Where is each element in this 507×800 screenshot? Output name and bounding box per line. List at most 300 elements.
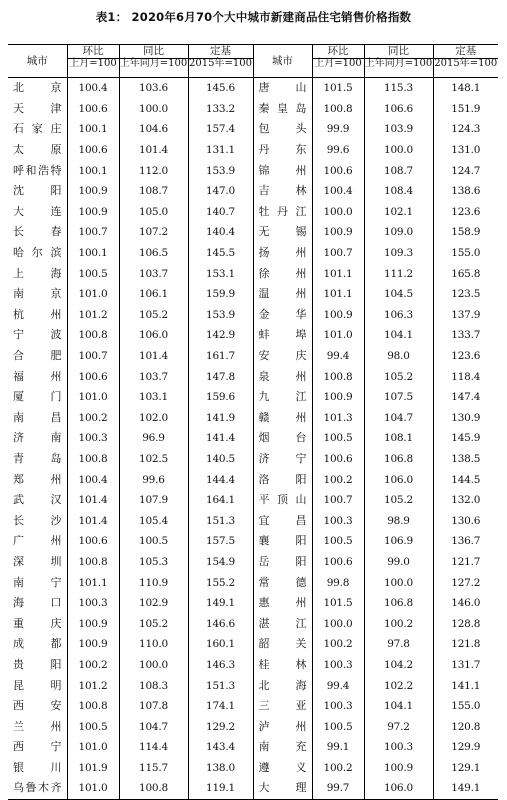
dj-cell-right: 137.9 xyxy=(451,308,481,321)
dj-cell-left: 153.1 xyxy=(188,263,253,284)
table-row xyxy=(8,160,498,181)
tb-cell-right: 106.0 xyxy=(364,469,433,490)
hb-cell-right: 99.9 xyxy=(312,119,364,140)
dj-cell-left: 141.4 xyxy=(188,428,253,449)
hb-cell-left: 101.2 xyxy=(67,675,119,696)
dj-cell-right: 124.7 xyxy=(451,164,481,177)
table-row xyxy=(8,202,498,223)
city-cell-right: 蚌 埠 xyxy=(253,325,312,346)
tb-cell-left: 106.5 xyxy=(119,243,188,264)
tb-subheader-right: 上年同月=100 xyxy=(364,59,433,78)
city-cell-right: 湛 江 xyxy=(253,613,312,634)
hb-cell-right: 100.5 xyxy=(312,716,364,737)
hb-cell-right: 101.1 xyxy=(312,284,364,305)
dj-cell-left: 164.1 xyxy=(188,490,253,511)
hb-cell-left: 101.0 xyxy=(67,387,119,408)
hb-cell-right: 100.3 xyxy=(312,510,364,531)
table-row xyxy=(8,449,498,470)
hb-cell-right: 100.2 xyxy=(312,469,364,490)
dj-cell-left: 147.8 xyxy=(188,366,253,387)
tb-cell-left: 112.0 xyxy=(119,160,188,181)
hb-cell-left: 100.3 xyxy=(67,428,119,449)
hb-cell-left: 100.6 xyxy=(67,531,119,552)
dj-cell-right: 145.9 xyxy=(451,432,481,445)
dj-cell-right: 146.0 xyxy=(451,597,481,610)
dj-subheader-right: 2015年=100 xyxy=(433,59,498,78)
table-row xyxy=(8,758,498,779)
hb-cell-right: 100.5 xyxy=(312,428,364,449)
hb-cell-left: 100.2 xyxy=(67,408,119,429)
hb-cell-right: 100.8 xyxy=(312,99,364,120)
tb-cell-right: 104.1 xyxy=(364,325,433,346)
city-cell-left: 呼和浩特 xyxy=(8,160,67,181)
dj-cell-left: 131.1 xyxy=(188,140,253,161)
city-cell-left: 重 庆 xyxy=(8,613,67,634)
city-cell-left: 福 州 xyxy=(8,366,67,387)
dj-cell-left: 146.3 xyxy=(188,655,253,676)
tb-cell-left: 105.2 xyxy=(119,305,188,326)
dj-cell-left: 145.6 xyxy=(188,78,253,99)
tb-cell-left: 107.2 xyxy=(119,222,188,243)
table-row xyxy=(8,593,498,614)
dj-cell-right: 151.9 xyxy=(451,102,481,115)
tb-cell-right: 106.3 xyxy=(364,305,433,326)
city-cell-left: 兰 州 xyxy=(8,716,67,737)
tb-cell-right: 104.7 xyxy=(364,408,433,429)
hb-cell-left: 101.2 xyxy=(67,305,119,326)
tb-cell-left: 114.4 xyxy=(119,737,188,758)
table-row xyxy=(8,305,498,326)
dj-column-header-left: 定基 xyxy=(188,45,253,59)
city-cell-left: 上 海 xyxy=(8,263,67,284)
table-row xyxy=(8,99,498,120)
hb-cell-right: 101.1 xyxy=(312,263,364,284)
hb-cell-left: 100.7 xyxy=(67,222,119,243)
city-cell-left: 济 南 xyxy=(8,428,67,449)
city-cell-left: 北 京 xyxy=(8,78,67,99)
hb-cell-right: 100.6 xyxy=(312,160,364,181)
table-row xyxy=(8,284,498,305)
dj-subheader-left: 2015年=100 xyxy=(188,59,253,78)
hb-cell-left: 100.8 xyxy=(67,325,119,346)
hb-cell-right: 101.3 xyxy=(312,408,364,429)
table-row xyxy=(8,510,498,531)
city-cell-right: 北 海 xyxy=(253,675,312,696)
tb-cell-right: 100.3 xyxy=(364,737,433,758)
hb-cell-right: 100.6 xyxy=(312,449,364,470)
city-cell-left: 宁 波 xyxy=(8,325,67,346)
dj-cell-right: 136.7 xyxy=(451,535,481,548)
tb-cell-left: 96.9 xyxy=(119,428,188,449)
tb-cell-right: 103.9 xyxy=(364,119,433,140)
hb-cell-right: 100.9 xyxy=(312,222,364,243)
tb-cell-left: 101.4 xyxy=(119,346,188,367)
city-cell-right: 平顶山 xyxy=(253,490,312,511)
hb-cell-right: 101.5 xyxy=(312,593,364,614)
city-cell-right: 襄 阳 xyxy=(253,531,312,552)
tb-cell-left: 102.9 xyxy=(119,593,188,614)
city-cell-right: 包 头 xyxy=(253,119,312,140)
table-row xyxy=(8,778,498,799)
table-row xyxy=(8,428,498,449)
hb-cell-right: 100.4 xyxy=(312,181,364,202)
hb-cell-left: 100.9 xyxy=(67,181,119,202)
hb-cell-left: 100.1 xyxy=(67,119,119,140)
tb-cell-right: 106.8 xyxy=(364,593,433,614)
city-cell-right: 泸 州 xyxy=(253,716,312,737)
dj-cell-left: 153.9 xyxy=(188,305,253,326)
tb-cell-right: 106.9 xyxy=(364,531,433,552)
city-cell-right: 赣 州 xyxy=(253,408,312,429)
tb-cell-left: 102.5 xyxy=(119,449,188,470)
city-cell-left: 广 州 xyxy=(8,531,67,552)
dj-cell-right: 130.9 xyxy=(451,411,481,424)
city-cell-left: 郑 州 xyxy=(8,469,67,490)
city-cell-left: 海 口 xyxy=(8,593,67,614)
hb-cell-left: 100.9 xyxy=(67,613,119,634)
hb-cell-left: 101.0 xyxy=(67,284,119,305)
table-row xyxy=(8,222,498,243)
table-row xyxy=(8,263,498,284)
city-column-header-left: 城市 xyxy=(8,45,67,78)
tb-cell-right: 106.0 xyxy=(364,778,433,799)
city-cell-right: 安 庆 xyxy=(253,346,312,367)
table-row xyxy=(8,366,498,387)
dj-cell-left: 140.5 xyxy=(188,449,253,470)
city-cell-left: 长 沙 xyxy=(8,510,67,531)
hb-cell-left: 100.4 xyxy=(67,469,119,490)
dj-cell-right: 118.4 xyxy=(451,370,481,383)
city-column-header-right: 城市 xyxy=(253,45,312,78)
tb-cell-right: 108.4 xyxy=(364,181,433,202)
city-cell-right: 宜 昌 xyxy=(253,510,312,531)
dj-cell-left: 153.9 xyxy=(188,160,253,181)
city-cell-right: 温 州 xyxy=(253,284,312,305)
city-cell-left: 合 肥 xyxy=(8,346,67,367)
tb-cell-left: 104.6 xyxy=(119,119,188,140)
hb-cell-right: 99.6 xyxy=(312,140,364,161)
tb-cell-left: 108.3 xyxy=(119,675,188,696)
city-cell-right: 金 华 xyxy=(253,305,312,326)
dj-cell-right: 124.3 xyxy=(451,123,481,136)
tb-cell-left: 99.6 xyxy=(119,469,188,490)
hb-cell-right: 100.6 xyxy=(312,552,364,573)
tb-cell-right: 106.6 xyxy=(364,99,433,120)
table-row xyxy=(8,716,498,737)
dj-cell-right: 138.5 xyxy=(451,452,481,465)
table-row xyxy=(8,572,498,593)
dj-cell-right: 130.6 xyxy=(451,514,481,527)
dj-column-header-right: 定基 xyxy=(433,45,498,59)
dj-cell-right: 131.0 xyxy=(451,144,481,157)
dj-cell-left: 157.5 xyxy=(188,531,253,552)
dj-cell-right: 155.0 xyxy=(451,247,481,260)
dj-cell-left: 149.1 xyxy=(188,593,253,614)
city-cell-left: 太 原 xyxy=(8,140,67,161)
dj-cell-right: 133.7 xyxy=(451,329,481,342)
tb-cell-right: 98.9 xyxy=(364,510,433,531)
table-row xyxy=(8,346,498,367)
tb-cell-right: 115.3 xyxy=(364,78,433,99)
dj-cell-left: 133.2 xyxy=(188,99,253,120)
hb-cell-left: 100.5 xyxy=(67,263,119,284)
dj-cell-left: 147.0 xyxy=(188,181,253,202)
dj-cell-left: 140.4 xyxy=(188,222,253,243)
city-cell-right: 济 宁 xyxy=(253,449,312,470)
table-row xyxy=(8,387,498,408)
table-row xyxy=(8,675,498,696)
dj-cell-right: 128.8 xyxy=(451,617,481,630)
tb-cell-right: 104.1 xyxy=(364,696,433,717)
dj-cell-right: 155.0 xyxy=(451,700,481,713)
dj-cell-right: 131.7 xyxy=(451,658,481,671)
city-cell-right: 烟 台 xyxy=(253,428,312,449)
city-cell-right: 常 德 xyxy=(253,572,312,593)
hb-cell-right: 100.5 xyxy=(312,531,364,552)
city-cell-right: 岳 阳 xyxy=(253,552,312,573)
tb-cell-left: 108.7 xyxy=(119,181,188,202)
city-cell-right: 徐 州 xyxy=(253,263,312,284)
city-cell-right: 大 理 xyxy=(253,778,312,799)
hb-cell-left: 101.1 xyxy=(67,572,119,593)
dj-cell-left: 161.7 xyxy=(188,346,253,367)
table-row xyxy=(8,243,498,264)
dj-cell-right: 165.8 xyxy=(451,267,481,280)
dj-cell-right: 132.0 xyxy=(451,494,481,507)
hb-cell-left: 100.1 xyxy=(67,243,119,264)
hb-subheader-left: 上月=100 xyxy=(67,59,119,78)
table-row xyxy=(8,408,498,429)
dj-cell-left: 151.3 xyxy=(188,675,253,696)
hb-cell-right: 99.4 xyxy=(312,675,364,696)
hb-cell-right: 99.1 xyxy=(312,737,364,758)
dj-cell-left: 154.9 xyxy=(188,552,253,573)
city-cell-right: 锦 州 xyxy=(253,160,312,181)
tb-cell-left: 110.0 xyxy=(119,634,188,655)
dj-cell-right: 123.5 xyxy=(451,288,481,301)
city-cell-right: 三 亚 xyxy=(253,696,312,717)
hb-cell-right: 101.5 xyxy=(312,78,364,99)
hb-cell-right: 100.2 xyxy=(312,758,364,779)
dj-cell-left: 151.3 xyxy=(188,510,253,531)
city-cell-right: 扬 州 xyxy=(253,243,312,264)
table-row xyxy=(8,613,498,634)
dj-cell-left: 174.1 xyxy=(188,696,253,717)
city-cell-right: 桂 林 xyxy=(253,655,312,676)
hb-cell-right: 100.0 xyxy=(312,613,364,634)
dj-cell-left: 143.4 xyxy=(188,737,253,758)
hb-cell-right: 100.3 xyxy=(312,655,364,676)
tb-cell-right: 100.0 xyxy=(364,140,433,161)
city-cell-left: 长 春 xyxy=(8,222,67,243)
hb-column-header-left: 环比 xyxy=(67,45,119,59)
tb-cell-right: 97.8 xyxy=(364,634,433,655)
city-cell-left: 西 安 xyxy=(8,696,67,717)
dj-cell-right: 147.4 xyxy=(451,391,481,404)
city-cell-left: 沈 阳 xyxy=(8,181,67,202)
table-row xyxy=(8,552,498,573)
tb-cell-right: 106.8 xyxy=(364,449,433,470)
table-row xyxy=(8,325,498,346)
dj-cell-left: 142.9 xyxy=(188,325,253,346)
hb-cell-left: 100.6 xyxy=(67,99,119,120)
hb-cell-left: 100.6 xyxy=(67,140,119,161)
tb-cell-right: 107.5 xyxy=(364,387,433,408)
table-row xyxy=(8,531,498,552)
tb-cell-left: 103.7 xyxy=(119,263,188,284)
hb-cell-right: 100.9 xyxy=(312,305,364,326)
price-index-table-wrapper xyxy=(8,44,498,800)
tb-cell-right: 100.9 xyxy=(364,758,433,779)
dj-cell-right: 148.1 xyxy=(451,82,481,95)
table-row xyxy=(8,140,498,161)
city-cell-right: 九 江 xyxy=(253,387,312,408)
tb-cell-left: 100.8 xyxy=(119,778,188,799)
tb-cell-right: 102.2 xyxy=(364,675,433,696)
dj-cell-right: 123.6 xyxy=(451,205,481,218)
dj-cell-right: 121.7 xyxy=(451,555,481,568)
hb-cell-right: 99.4 xyxy=(312,346,364,367)
dj-cell-right: 129.1 xyxy=(451,761,481,774)
dj-cell-left: 145.5 xyxy=(188,243,253,264)
tb-cell-right: 111.2 xyxy=(364,263,433,284)
tb-subheader-left: 上年同月=100 xyxy=(119,59,188,78)
tb-cell-right: 99.0 xyxy=(364,552,433,573)
hb-cell-left: 100.8 xyxy=(67,552,119,573)
hb-cell-left: 101.9 xyxy=(67,758,119,779)
city-cell-right: 惠 州 xyxy=(253,593,312,614)
city-cell-left: 杭 州 xyxy=(8,305,67,326)
tb-cell-left: 105.0 xyxy=(119,202,188,223)
city-cell-left: 大 连 xyxy=(8,202,67,223)
hb-cell-right: 100.9 xyxy=(312,387,364,408)
tb-cell-left: 107.8 xyxy=(119,696,188,717)
dj-cell-left: 157.4 xyxy=(188,119,253,140)
city-cell-left: 南 宁 xyxy=(8,572,67,593)
dj-cell-left: 138.0 xyxy=(188,758,253,779)
city-cell-left: 南 昌 xyxy=(8,408,67,429)
tb-cell-left: 106.1 xyxy=(119,284,188,305)
city-cell-left: 贵 阳 xyxy=(8,655,67,676)
dj-cell-left: 129.2 xyxy=(188,716,253,737)
tb-cell-right: 104.2 xyxy=(364,655,433,676)
hb-cell-left: 101.0 xyxy=(67,778,119,799)
city-cell-left: 南 京 xyxy=(8,284,67,305)
tb-cell-left: 100.0 xyxy=(119,99,188,120)
tb-cell-right: 100.0 xyxy=(364,572,433,593)
tb-cell-right: 108.7 xyxy=(364,160,433,181)
city-cell-left: 石家庄 xyxy=(8,119,67,140)
table-row xyxy=(8,634,498,655)
tb-cell-left: 102.0 xyxy=(119,408,188,429)
city-cell-left: 西 宁 xyxy=(8,737,67,758)
city-cell-right: 南 充 xyxy=(253,737,312,758)
city-cell-right: 韶 关 xyxy=(253,634,312,655)
tb-cell-right: 97.2 xyxy=(364,716,433,737)
dj-cell-right: 138.6 xyxy=(451,185,481,198)
tb-cell-right: 98.0 xyxy=(364,346,433,367)
dj-cell-right: 121.8 xyxy=(451,638,481,651)
dj-cell-left: 140.7 xyxy=(188,202,253,223)
hb-cell-left: 100.2 xyxy=(67,655,119,676)
tb-cell-right: 109.0 xyxy=(364,222,433,243)
dj-cell-left: 155.2 xyxy=(188,572,253,593)
hb-cell-left: 100.8 xyxy=(67,449,119,470)
hb-cell-left: 100.8 xyxy=(67,696,119,717)
dj-cell-right: 158.9 xyxy=(451,226,481,239)
dj-cell-left: 141.9 xyxy=(188,408,253,429)
tb-column-header-left: 同比 xyxy=(119,45,188,59)
city-cell-left: 成 都 xyxy=(8,634,67,655)
city-cell-left: 银 川 xyxy=(8,758,67,779)
city-cell-right: 吉 林 xyxy=(253,181,312,202)
table-row xyxy=(8,119,498,140)
hb-cell-right: 100.2 xyxy=(312,634,364,655)
tb-cell-left: 106.0 xyxy=(119,325,188,346)
table-row xyxy=(8,469,498,490)
tb-cell-left: 105.4 xyxy=(119,510,188,531)
hb-cell-left: 101.4 xyxy=(67,510,119,531)
city-cell-left: 哈尔滨 xyxy=(8,243,67,264)
hb-cell-left: 100.7 xyxy=(67,346,119,367)
tb-cell-left: 101.4 xyxy=(119,140,188,161)
city-cell-right: 丹 东 xyxy=(253,140,312,161)
tb-cell-left: 100.0 xyxy=(119,655,188,676)
tb-cell-right: 109.3 xyxy=(364,243,433,264)
hb-cell-right: 99.8 xyxy=(312,572,364,593)
tb-cell-left: 103.6 xyxy=(119,78,188,99)
table-body xyxy=(8,78,498,800)
tb-cell-left: 110.9 xyxy=(119,572,188,593)
hb-cell-right: 100.7 xyxy=(312,243,364,264)
tb-cell-left: 115.7 xyxy=(119,758,188,779)
city-cell-left: 厦 门 xyxy=(8,387,67,408)
dj-cell-right: 127.2 xyxy=(451,576,481,589)
hb-cell-left: 100.5 xyxy=(67,716,119,737)
tb-cell-left: 103.1 xyxy=(119,387,188,408)
dj-cell-right: 120.8 xyxy=(451,720,481,733)
hb-cell-left: 100.9 xyxy=(67,634,119,655)
hb-cell-right: 100.3 xyxy=(312,696,364,717)
tb-cell-right: 104.5 xyxy=(364,284,433,305)
hb-cell-left: 100.4 xyxy=(67,78,119,99)
hb-cell-left: 100.3 xyxy=(67,593,119,614)
table-row xyxy=(8,78,498,99)
hb-cell-right: 100.8 xyxy=(312,366,364,387)
city-cell-left: 深 圳 xyxy=(8,552,67,573)
table-row xyxy=(8,181,498,202)
tb-cell-left: 105.2 xyxy=(119,613,188,634)
table-row xyxy=(8,696,498,717)
tb-cell-left: 107.9 xyxy=(119,490,188,511)
table-header xyxy=(8,45,498,78)
dj-cell-right: 129.9 xyxy=(451,741,481,754)
table-row xyxy=(8,655,498,676)
city-cell-right: 洛 阳 xyxy=(253,469,312,490)
city-cell-right: 秦皇岛 xyxy=(253,99,312,120)
dj-cell-left: 144.4 xyxy=(188,469,253,490)
tb-cell-right: 105.2 xyxy=(364,490,433,511)
tb-cell-left: 103.7 xyxy=(119,366,188,387)
tb-cell-right: 102.1 xyxy=(364,202,433,223)
tb-cell-right: 100.2 xyxy=(364,613,433,634)
dj-cell-left: 160.1 xyxy=(188,634,253,655)
dj-cell-left: 159.9 xyxy=(188,284,253,305)
city-cell-right: 泉 州 xyxy=(253,366,312,387)
dj-cell-right: 144.5 xyxy=(451,473,481,486)
dj-cell-left: 119.1 xyxy=(188,778,253,799)
hb-cell-right: 100.7 xyxy=(312,490,364,511)
